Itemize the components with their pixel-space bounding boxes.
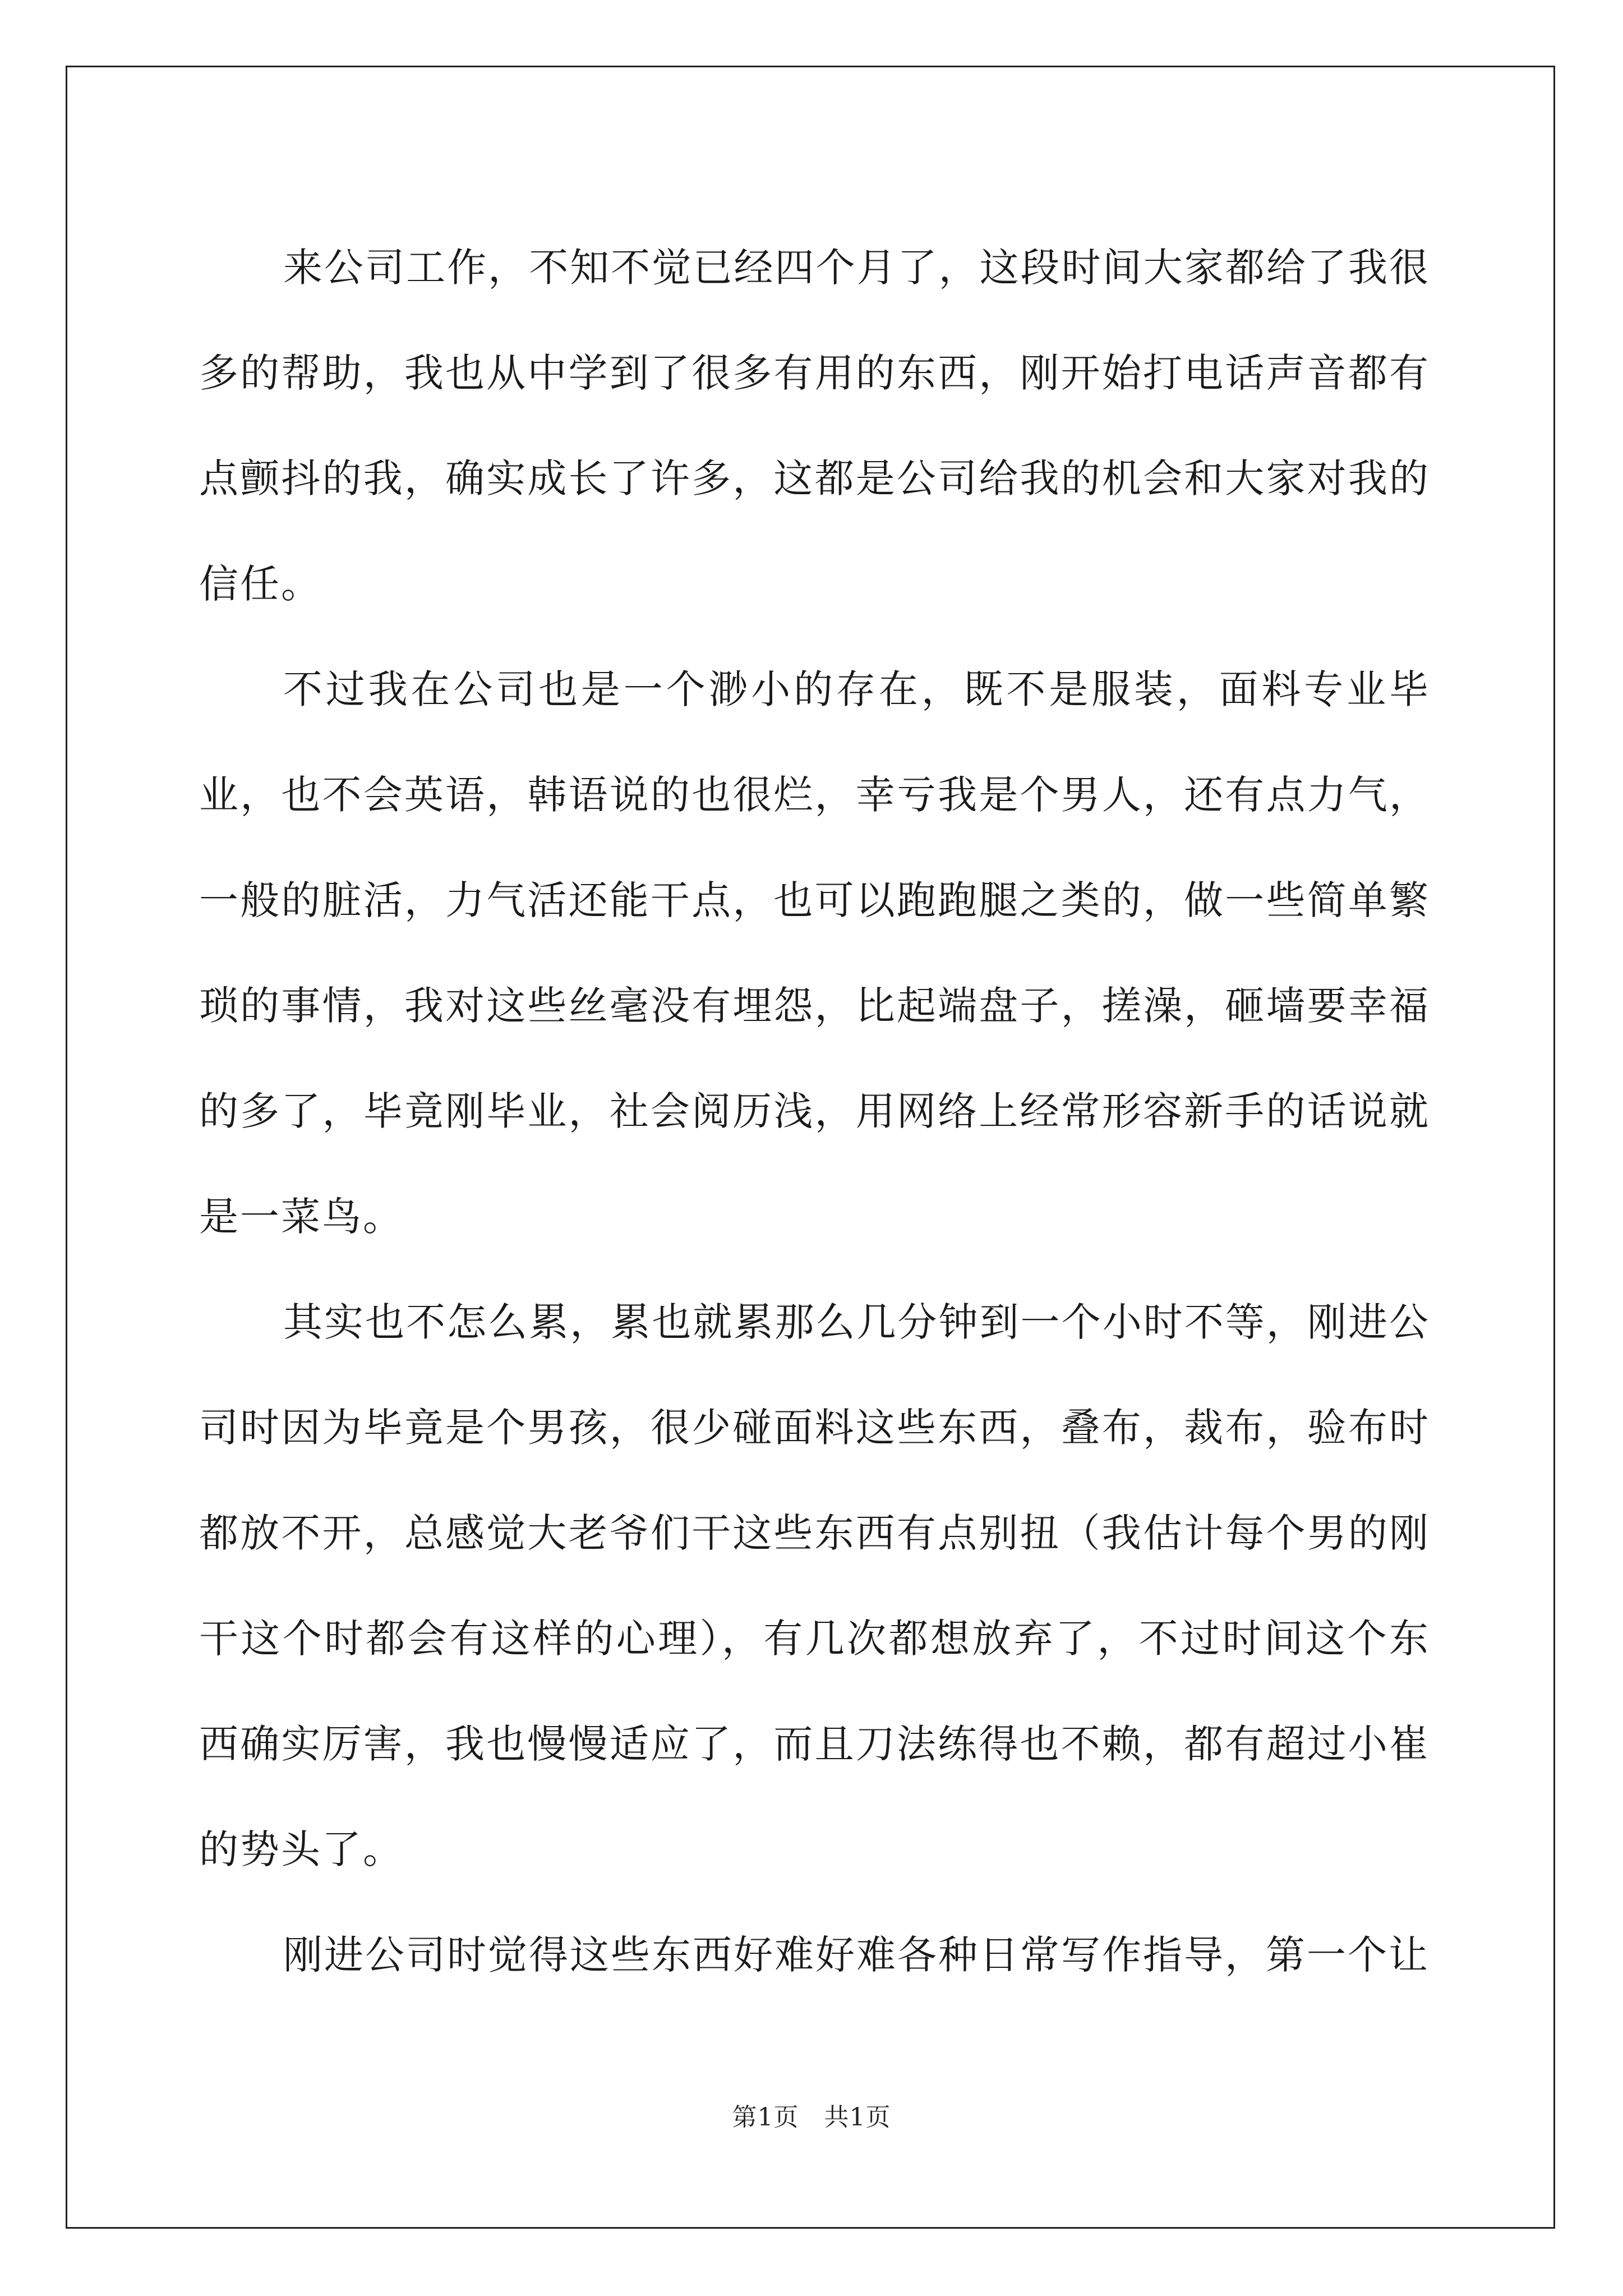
footer-spacer	[799, 2103, 824, 2132]
paragraph-3: 其实也不怎么累，累也就累那么几分钟到一个小时不等，刚进公司时因为毕竟是个男孩，很少碰面料这些东西，叠布，裁布，验布时都放不开，总感觉大老爷们干这些东西有点别扭（我估计每个男的刚干这个时都会有这样的心理），有几次都想放弃了，不过时间这个东西确实厉害，我也慢慢适应了，而且刀法练得也不赖，都有超过小崔的势头了。	[199, 1299, 1430, 1872]
paragraph-2: 不过我在公司也是一个渺小的存在，既不是服装，面料专业毕业，也不会英语，韩语说的也很烂，幸亏我是个男人，还有点力气，一般的脏活，力气活还能干点，也可以跑跑腿之类的，做一些简单繁琐的事情，我对这些丝毫没有埋怨，比起端盘子，搓澡，砸墙要幸福的多了，毕竟刚毕业，社会阅历浅，用网络上经常形容新手的话说就是一菜鸟。	[199, 666, 1430, 1240]
page-footer	[0, 2097, 1623, 2133]
page-number-total: 共1页	[824, 2103, 891, 2132]
paragraph-4: 刚进公司时觉得这些东西好难好难各种日常写作指导，第一个让	[283, 1932, 1430, 1978]
document-body	[199, 215, 1430, 2008]
paragraph-1: 来公司工作，不知不觉已经四个月了，这段时间大家都给了我很多的帮助，我也从中学到了很多有用的东西，刚开始打电话声音都有点颤抖的我，确实成长了许多，这都是公司给我的机会和大家对我的信任。	[199, 245, 1430, 607]
page-number-current: 第1页	[732, 2103, 799, 2132]
